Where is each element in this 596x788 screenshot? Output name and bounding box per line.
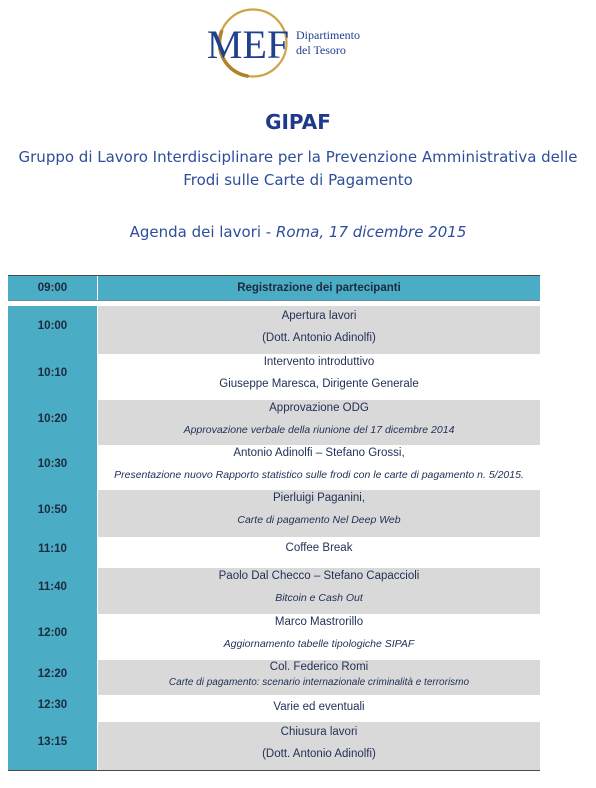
agenda-item-title: Antonio Adinolfi – Stefano Grossi,	[233, 447, 405, 459]
agenda-rows	[8, 306, 540, 770]
agenda-time: 10:30	[8, 445, 97, 490]
agenda-row	[8, 568, 540, 614]
agenda-item-detail: Aggiornamento tabelle tipologiche SIPAF	[223, 638, 415, 650]
agenda-row	[8, 614, 540, 660]
agenda-time: 12:30	[8, 695, 97, 722]
agenda-item	[98, 614, 540, 660]
agenda-item-title: Apertura lavori	[281, 309, 357, 322]
agenda-time: 10:50	[8, 490, 97, 537]
agenda-item-detail: Carte di pagamento Nel Deep Web	[237, 514, 401, 526]
agenda-heading	[0, 221, 596, 243]
agenda-time: 10:10	[8, 354, 97, 400]
agenda-time: 10:20	[8, 400, 97, 445]
agenda-item-detail: (Dott. Antonio Adinolfi)	[262, 331, 376, 344]
subtitle	[0, 146, 596, 192]
agenda-item	[98, 306, 540, 354]
agenda-item	[98, 660, 540, 695]
agenda-item-detail: Bitcoin e Cash Out	[275, 592, 363, 604]
agenda-time: 11:10	[8, 537, 97, 568]
agenda-item	[98, 354, 540, 400]
agenda-item-title: Coffee Break	[285, 541, 353, 554]
mef-logo	[200, 5, 300, 85]
department-name	[296, 28, 360, 58]
agenda-item-title: Approvazione ODG	[269, 402, 369, 414]
agenda-item	[98, 400, 540, 445]
agenda-row	[8, 400, 540, 445]
agenda-item	[98, 695, 540, 722]
agenda-time: 10:00	[8, 306, 97, 354]
agenda-row	[8, 354, 540, 400]
agenda-row	[8, 445, 540, 490]
agenda-row	[8, 722, 540, 770]
agenda-item-detail: (Dott. Antonio Adinolfi)	[262, 747, 376, 760]
agenda-row	[8, 660, 540, 695]
agenda-time: 13:15	[8, 722, 97, 770]
subtitle-line2: Frodi sulle Carte di Pagamento	[183, 171, 413, 189]
agenda-item	[98, 445, 540, 490]
agenda-time: 12:20	[8, 660, 97, 695]
agenda-row	[8, 490, 540, 537]
subtitle-line1: Gruppo di Lavoro Interdisciplinare per la Prevenzione Amministrativa delle	[18, 148, 578, 166]
agenda-label: Agenda dei lavori -	[129, 223, 276, 241]
page-title: GIPAF	[265, 110, 331, 134]
table-bottom-rule	[8, 770, 540, 771]
agenda-item	[98, 537, 540, 568]
agenda-item-detail: Giuseppe Maresca, Dirigente Generale	[219, 378, 419, 390]
agenda-item-detail: Approvazione verbale della riunione del 17 dicembre 2014	[183, 424, 455, 436]
agenda-item-detail: Presentazione nuovo Rapporto statistico sulle frodi con le carte di pagamento n. 5/2015.	[114, 469, 524, 481]
agenda-item-title: Col. Federico Romi	[269, 661, 369, 673]
agenda-item-title: Paolo Dal Checco – Stefano Capaccioli	[218, 570, 420, 582]
agenda-item-title: Pierluigi Paganini,	[272, 492, 366, 504]
agenda-time: 12:00	[8, 614, 97, 660]
logo-text: MEF	[206, 22, 290, 67]
agenda-row	[8, 695, 540, 722]
registration-row	[8, 275, 540, 301]
agenda-item-detail: Carte di pagamento: scenario internazionale criminalità e terrorismo	[168, 677, 470, 688]
agenda-row	[8, 537, 540, 568]
agenda-item	[98, 490, 540, 537]
agenda-time: 11:40	[8, 568, 97, 614]
agenda-item-title: Chiusura lavori	[280, 725, 358, 738]
agenda-item-title: Marco Mastrorillo	[274, 616, 364, 628]
agenda-item	[98, 722, 540, 770]
agenda-row	[8, 306, 540, 354]
department-name-line2: del Tesoro	[296, 43, 346, 57]
agenda-date: Roma, 17 dicembre 2015	[275, 223, 467, 241]
registration-title: Registrazione dei partecipanti	[98, 276, 540, 300]
agenda-item-title: Intervento introduttivo	[263, 356, 375, 368]
agenda-table	[8, 275, 540, 771]
agenda-item	[98, 568, 540, 614]
registration-time: 09:00	[8, 276, 97, 300]
department-name-line1: Dipartimento	[296, 28, 360, 42]
agenda-item-title: Varie ed eventuali	[273, 700, 365, 713]
